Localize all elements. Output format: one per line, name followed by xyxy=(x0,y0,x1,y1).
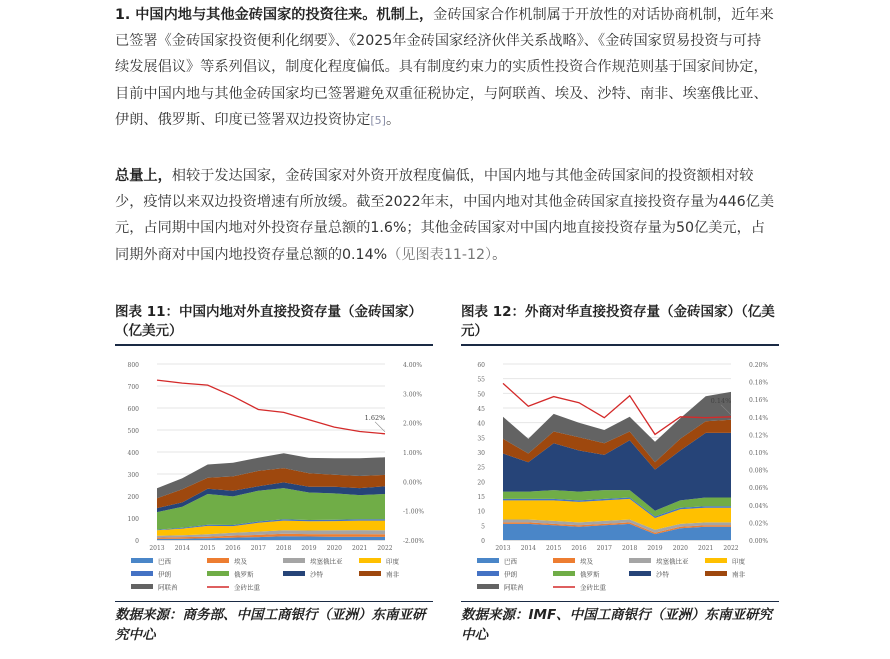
legend-swatch xyxy=(131,571,153,576)
y2-tick-label: 1.00% xyxy=(403,450,423,457)
figure-source: 数据来源：商务部、中国工商银行（亚洲）东南亚研究中心 xyxy=(115,607,426,643)
y-tick-label: 400 xyxy=(127,450,139,457)
paragraph-text: 相较于发达国家，金砖国家对外资开放程度偏低，中国内地与其他金砖国家间的投资额相对较少，疫情以来双边投资增速有所放缓。截至2022年末，中国内地对其他金砖国家直接投资存量为446亿美元，占同期中国内地对外投资存量总额的1.6%；其他金砖国家对中国内地直接投资存量为50亿美元，占同期外商对中国内地投资存量总额的0.14% xyxy=(115,168,775,263)
y-tick-label: 200 xyxy=(127,494,139,501)
x-tick-label: 2014 xyxy=(520,545,536,552)
y-tick-label: 500 xyxy=(127,428,139,435)
y2-tick-label: 0.20% xyxy=(749,362,769,369)
y-tick-label: 15 xyxy=(477,494,485,501)
annotation-label: 0.14% xyxy=(710,396,732,405)
y2-tick-label: 3.00% xyxy=(403,391,423,399)
legend-swatch xyxy=(131,584,153,589)
legend-swatch xyxy=(629,571,651,576)
legend-label: 印度 xyxy=(732,557,745,566)
y2-tick-label: 0.06% xyxy=(749,485,769,493)
x-tick-label: 2016 xyxy=(571,545,587,552)
x-tick-label: 2018 xyxy=(622,545,638,552)
legend-label: 南非 xyxy=(732,570,745,579)
annotation-label: 1.62% xyxy=(364,413,386,422)
x-tick-label: 2021 xyxy=(698,545,714,552)
y-tick-label: 300 xyxy=(127,472,139,479)
figure-reference: （见图表11-12） xyxy=(387,246,493,263)
figure-11 xyxy=(115,303,433,645)
legend-swatch xyxy=(705,571,727,576)
x-tick-label: 2020 xyxy=(672,545,688,552)
y2-tick-label: 0.16% xyxy=(749,397,769,405)
ratio-line xyxy=(157,380,385,434)
figure-title: 图表 12：外商对华直接投资存量（金砖国家）（亿美元） xyxy=(461,304,775,339)
y2-tick-label: 0.00% xyxy=(403,479,423,487)
y-tick-label: 25 xyxy=(477,464,485,472)
legend-swatch xyxy=(207,571,229,576)
x-tick-label: 2014 xyxy=(174,545,190,552)
y2-tick-label: 0.10% xyxy=(749,450,769,457)
y2-tick-label: 0.18% xyxy=(749,379,769,387)
legend-label: 巴西 xyxy=(158,557,171,566)
x-tick-label: 2020 xyxy=(326,545,342,552)
legend-label: 俄罗斯 xyxy=(580,570,600,579)
x-tick-label: 2017 xyxy=(250,545,266,552)
legend-label: 南非 xyxy=(386,570,399,579)
legend-label: 沙特 xyxy=(310,570,323,579)
legend-label: 俄罗斯 xyxy=(234,570,254,579)
x-tick-label: 2022 xyxy=(377,545,393,552)
legend-label: 伊朗 xyxy=(158,570,171,579)
legend-swatch xyxy=(477,558,499,563)
legend-label: 巴西 xyxy=(504,557,517,566)
y-tick-label: 100 xyxy=(127,516,139,523)
y-tick-label: 60 xyxy=(477,362,485,369)
x-tick-label: 2013 xyxy=(495,545,511,552)
x-tick-label: 2017 xyxy=(596,545,612,552)
legend-swatch xyxy=(553,571,575,576)
y-tick-label: 0 xyxy=(481,538,485,545)
legend-label: 埃及 xyxy=(580,557,593,566)
legend-label: 印度 xyxy=(386,557,399,566)
legend-label: 阿联酋 xyxy=(504,583,524,592)
y-tick-label: 0 xyxy=(135,538,139,545)
y-tick-label: 30 xyxy=(477,450,485,457)
legend-label: 埃塞俄比亚 xyxy=(656,557,689,566)
y-tick-label: 55 xyxy=(477,376,485,384)
y-tick-label: 600 xyxy=(127,406,139,413)
y2-tick-label: 0.02% xyxy=(749,520,769,528)
legend-label: 金砖比重 xyxy=(580,583,606,592)
figure-title: 图表 11：中国内地对外直接投资存量（金砖国家）（亿美元） xyxy=(115,304,422,339)
x-tick-label: 2015 xyxy=(546,545,562,552)
legend-swatch xyxy=(359,558,381,563)
legend-label: 伊朗 xyxy=(504,570,517,579)
y2-tick-label: -2.00% xyxy=(403,538,425,545)
x-tick-label: 2018 xyxy=(276,545,292,552)
x-tick-label: 2013 xyxy=(149,545,165,552)
legend-label: 阿联酋 xyxy=(158,583,178,592)
x-tick-label: 2021 xyxy=(352,545,368,552)
legend-swatch xyxy=(131,558,153,563)
legend-swatch xyxy=(553,558,575,563)
y2-tick-label: 0.08% xyxy=(749,467,769,475)
legend-swatch xyxy=(283,558,305,563)
legend-label: 埃塞俄比亚 xyxy=(310,557,343,566)
paragraph-mechanism: 1. 中国内地与其他金砖国家的投资往来。机制上，金砖国家合作机制属于开放性的对话协商机制，近年来已签署《金砖国家投资便利化纲要》、《2025年金砖国家经济伙伴关系战略》、《金砖国家贸易投资与可持续发展倡议》等系列倡议，制度化程度偏低。具有制度约束力的实质性投资合作规范则基于国家间协定，目前中国内地与其他金砖国家均已签署避免双重征税协定，与阿联酋、埃及、沙特、南非、埃塞俄比亚、伊朗、俄罗斯、印度已签署双边投资协定[5]。 xyxy=(115,7,774,128)
legend-swatch xyxy=(705,558,727,563)
y-tick-label: 20 xyxy=(477,479,485,487)
figure-12 xyxy=(461,303,779,645)
legend-label: 埃及 xyxy=(234,557,247,566)
legend-swatch xyxy=(283,571,305,576)
y-tick-label: 40 xyxy=(477,420,485,428)
chart-fdi-inward xyxy=(461,346,779,601)
y2-tick-label: -1.00% xyxy=(403,508,425,516)
y2-tick-label: 0.14% xyxy=(749,414,769,422)
legend-label: 金砖比重 xyxy=(234,583,260,592)
y-tick-label: 700 xyxy=(127,384,139,391)
y2-tick-label: 4.00% xyxy=(403,362,423,369)
y2-tick-label: 2.00% xyxy=(403,420,423,428)
figure-source: 数据来源：IMF、中国工商银行（亚洲）东南亚研究中心 xyxy=(461,607,773,643)
chart-fdi-outward xyxy=(115,346,433,601)
legend-swatch xyxy=(477,584,499,589)
source-rule xyxy=(115,601,433,602)
legend-swatch xyxy=(629,558,651,563)
y-tick-label: 10 xyxy=(477,508,485,516)
paragraph-lead: 1. 中国内地与其他金砖国家的投资往来。机制上， xyxy=(115,7,434,23)
y2-tick-label: 0.12% xyxy=(749,432,769,440)
y2-tick-label: 0.00% xyxy=(749,538,769,545)
paragraph-total: 总量上，相较于发达国家，金砖国家对外资开放程度偏低，中国内地与其他金砖国家间的投资额相对较少，疫情以来双边投资增速有所放缓。截至2022年末，中国内地对其他金砖国家直接投资存量为446亿美元，占同期中国内地对外投资存量总额的1.6%；其他金砖国家对中国内地直接投资存量为50亿美元，占同期外商对中国内地投资存量总额的0.14%（见图表11-12）。 xyxy=(115,168,775,263)
paragraph-text: 金砖国家合作机制属于开放性的对话协商机制，近年来已签署《金砖国家投资便利化纲要》、《2025年金砖国家经济伙伴关系战略》、《金砖国家贸易投资与可持续发展倡议》等系列倡议，制度化程度偏低。具有制度约束力的实质性投资合作规范则基于国家间协定，目前中国内地与其他金砖国家均已签署避免双重征税协定，与阿联酋、埃及、沙特、南非、埃塞俄比亚、伊朗、俄罗斯、印度已签署双边投资协定 xyxy=(115,7,774,128)
x-tick-label: 2015 xyxy=(200,545,216,552)
x-tick-label: 2019 xyxy=(647,545,663,552)
legend-label: 沙特 xyxy=(656,570,669,579)
y-tick-label: 35 xyxy=(477,435,485,443)
legend-swatch xyxy=(477,571,499,576)
y-tick-label: 800 xyxy=(127,362,139,369)
y-tick-label: 45 xyxy=(477,406,485,413)
reference-link[interactable]: [5] xyxy=(370,113,386,127)
y-tick-label: 50 xyxy=(477,391,485,399)
x-tick-label: 2019 xyxy=(301,545,317,552)
y2-tick-label: 0.04% xyxy=(749,502,769,510)
paragraph-lead: 总量上， xyxy=(115,168,172,184)
legend-swatch xyxy=(207,558,229,563)
y-tick-label: 5 xyxy=(481,523,485,531)
x-tick-label: 2016 xyxy=(225,545,241,552)
x-tick-label: 2022 xyxy=(723,545,739,552)
source-rule xyxy=(461,601,779,602)
legend-swatch xyxy=(359,571,381,576)
